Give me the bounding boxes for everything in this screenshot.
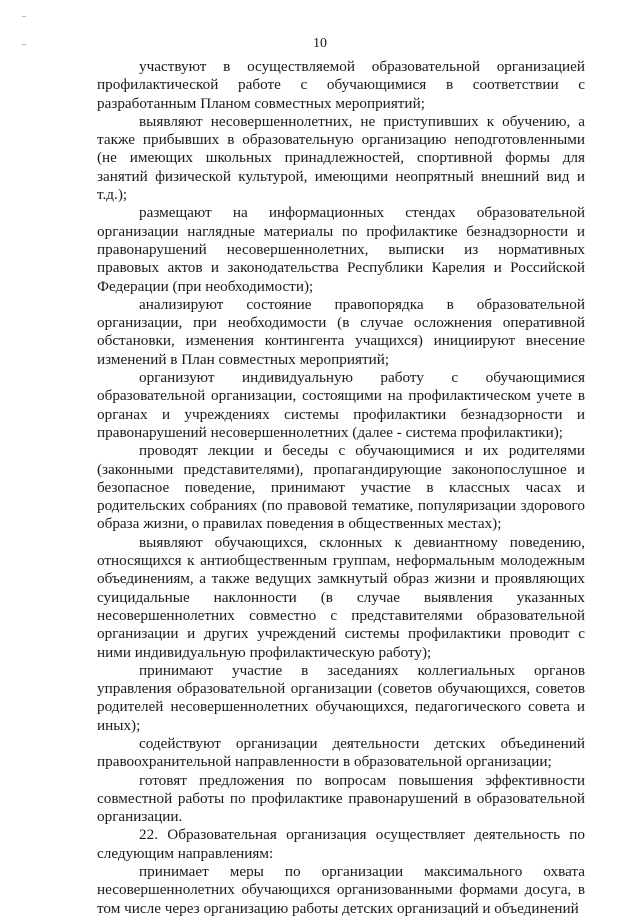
paragraph: анализируют состояние правопорядка в образовательной организации, при необходимости (в случае осложнения оперативной обстановки, изменения контингента учащихся) инициируют внесение изменений в План совместных мероприятий; <box>97 295 585 368</box>
scan-mark <box>22 16 26 17</box>
paragraph: готовят предложения по вопросам повышения эффективности совместной работы по профилактике правонарушений в образовательной организации. <box>97 771 585 826</box>
paragraph: принимает меры по организации максимального охвата несовершеннолетних обучающихся организованными формами досуга, в том числе через организацию работы детских организаций и объединений <box>97 863 585 917</box>
document-body <box>97 58 585 918</box>
page-number: 10 <box>313 36 327 51</box>
paragraph: размещают на информационных стендах образовательной организации наглядные материалы по профилактике безнадзорности и правонарушений несовершеннолетних, выписки из нормативных правовых актов и законодательства Республики Карелия и Российской Федерации (при необходимости); <box>97 204 585 295</box>
paragraph: проводят лекции и беседы с обучающимися и их родителями (законными представителями), пропагандирующие законопослушное и безопасное поведение, принимают участие в классных часах и родительских собраниях (по правовой тематике, популяризации здорового образа жизни, о правилах поведения в общественных местах); <box>97 442 585 533</box>
paragraph: выявляют обучающихся, склонных к девиантному поведению, относящихся к антиобщественным группам, неформальным молодежным объединениям, а также ведущих замкнутый образ жизни и проявляющих суицидальные наклонности (в случае выявления указанных несовершеннолетних совместно с представителями образовательной организации и других учреждений системы профилактики проводит с ними индивидуальную профилактическую работу); <box>97 533 585 661</box>
paragraph: выявляют несовершеннолетних, не приступивших к обучению, а также прибывших в образовательную организацию неподготовленными (не имеющих школьных принадлежностей, спортивной формы для занятий физической культурой, имеющими неопрятный внешний вид и т.д.); <box>97 112 585 204</box>
paragraph: участвуют в осуществляемой образовательной организацией профилактической работе с обучающимися в соответствии с разработанным Планом совместных мероприятий; <box>97 58 585 112</box>
paragraph: содействуют организации деятельности детских объединений правоохранительной направленности в образовательной организации; <box>97 734 585 771</box>
paragraph: организуют индивидуальную работу с обучающимися образовательной организации, состоящими на профилактическом учете в органах и учреждениях системы профилактики безнадзорности и правонарушений несовершеннолетних (далее - система профилактики); <box>97 369 585 441</box>
section-heading-paragraph: 22. Образовательная организация осуществляет деятельность по следующим направлениям: <box>97 826 585 862</box>
paragraph: принимают участие в заседаниях коллегиальных органов управления образовательной организации (советов обучающихся, советов родителей несовершеннолетних обучающихся, педагогического совета и иных); <box>97 661 585 734</box>
